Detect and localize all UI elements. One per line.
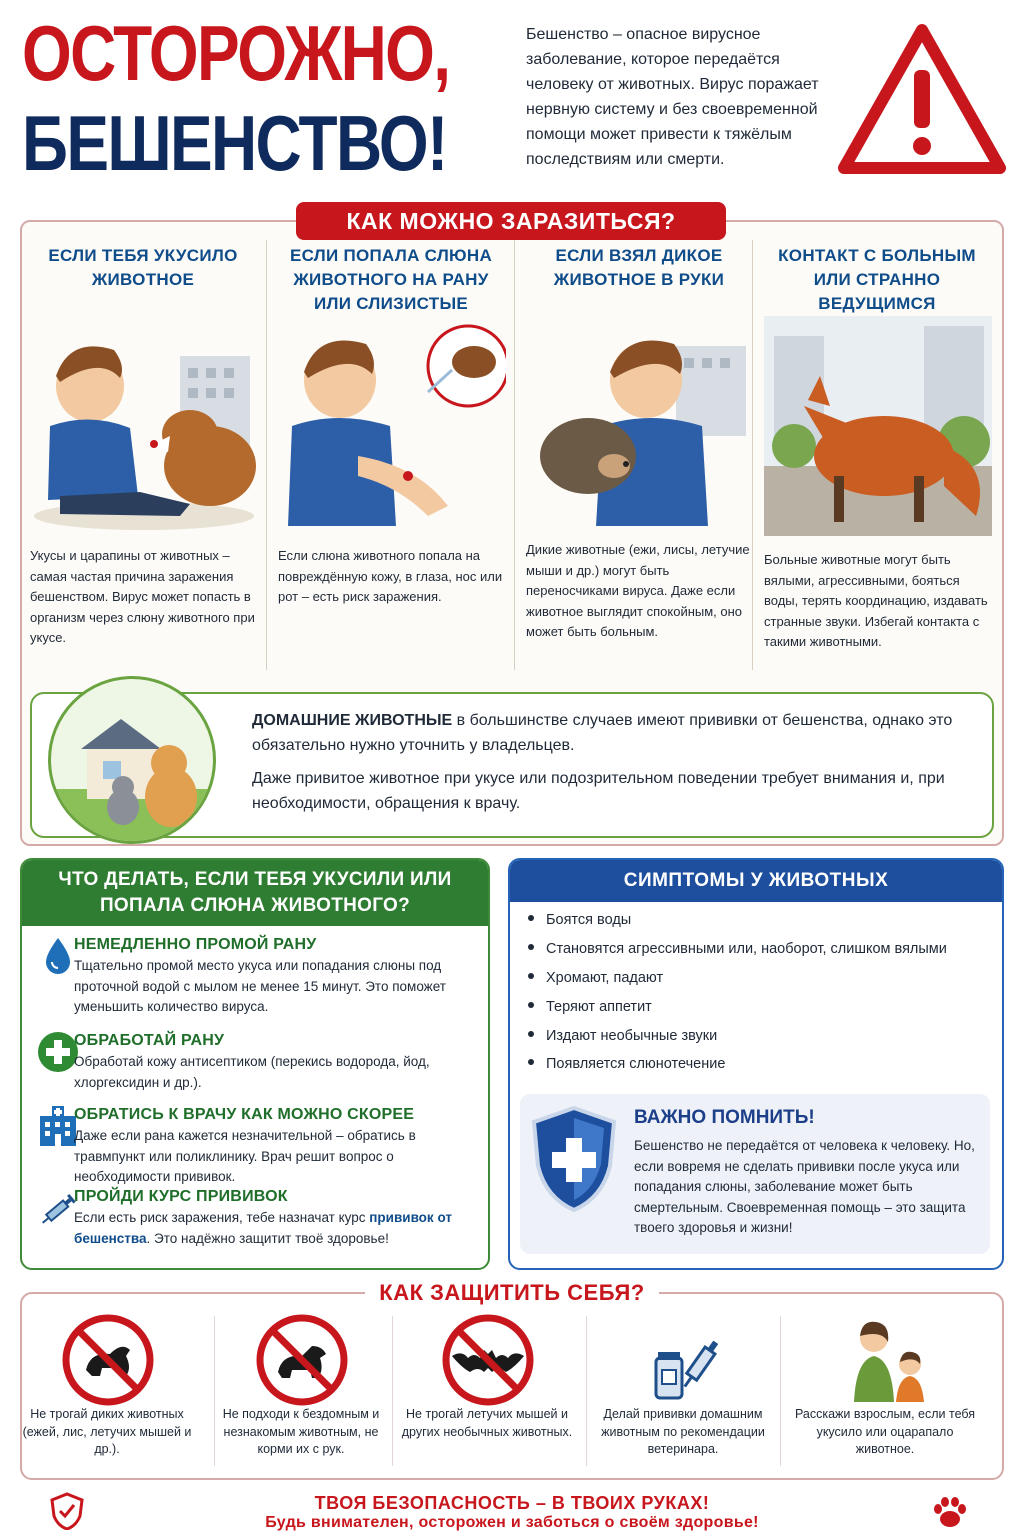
footer-line-2: Будь внимателен, осторожен и заботься о своём здоровье! (265, 1514, 759, 1531)
boy-holding-hedgehog-illustration (526, 316, 754, 536)
paw-print-icon (930, 1494, 970, 1530)
important-text: Бешенство не передаётся от человека к человеку. Но, если вовремя не сделать прививки после укуса или попадания слюны, заболевание может быть смертельным. Своевременная помощь – это защита твоего здоровья и жизни! (634, 1138, 975, 1235)
card-text: Если слюна животного попала на повреждённую кожу, в глаза, нос или рот – есть риск заражения. (278, 548, 503, 604)
title-line-2: БЕШЕНСТВО! (22, 99, 447, 187)
saliva-on-wound-illustration (278, 316, 506, 536)
symptom-item: Хромают, падают (528, 970, 988, 986)
vaccine-link[interactable]: прививок от бешенства (74, 1210, 452, 1246)
protect-item-bats (392, 1304, 582, 1476)
step-text-post: . Это надёжно защитит твоё здоровье! (146, 1230, 389, 1246)
step-text-pre: Если есть риск заражения, тебе назначат курс (74, 1210, 370, 1225)
infection-title: КАК МОЖНО ЗАРАЗИТЬСЯ? (296, 202, 726, 240)
shield-icon (530, 1104, 618, 1214)
sick-fox-illustration (764, 316, 992, 536)
card-text: Больные животные могут быть вялыми, агрессивными, бояться воды, терять координацию, издавать странные звуки. Избегай контакта с такими животными. (764, 552, 988, 649)
title-line-1: ОСТОРОЖНО, (22, 9, 450, 97)
pets-bold: ДОМАШНИЕ ЖИВОТНЫЕ (252, 712, 453, 729)
protect-item-wild (12, 1304, 202, 1476)
protect-text: Не подходи к бездомным и незнакомым животным, не корми их с рук. (222, 1407, 380, 1456)
symptom-item: Боятся воды (528, 912, 988, 928)
warning-triangle-icon (836, 20, 1008, 178)
pets-text-1-rest: в большинстве случаев имеют прививки от бешенства, однако это обязательно нужно уточнить у владельцев. (252, 712, 953, 754)
no-stray-dogs-icon (254, 1312, 350, 1408)
no-bats-icon (440, 1312, 536, 1408)
symptom-item: Становятся агрессивными или, наоборот, слишком вялыми (528, 941, 988, 957)
vaccine-icon (636, 1312, 732, 1408)
step-text (74, 1208, 464, 1249)
symptom-item: Появляется слюнотечение (528, 1056, 988, 1072)
symptoms-title: СИМПТОМЫ У ЖИВОТНЫХ (510, 860, 1002, 902)
step-heading: ОБРАБОТАЙ РАНУ (74, 1032, 225, 1049)
infection-card-sick-animal (754, 236, 1000, 668)
step-text: Обработай кожу антисептиком (перекись водорода, йод, хлоргексидин и др.). (74, 1054, 430, 1090)
symptom-item: Теряют аппетит (528, 999, 988, 1015)
step-text: Даже если рана кажется незначительной – обратись в травмпункт или поликлинику. Врач решит вопрос о необходимости прививок. (74, 1128, 416, 1184)
infection-card-wild (516, 236, 762, 668)
card-text: Укусы и царапины от животных – самая частая причина заражения бешенством. Вирус может попасть в организм через слюну животного при укусе. (30, 548, 255, 645)
footer-line-1: ТВОЯ БЕЗОПАСНОСТЬ – В ТВОИХ РУКАХ! (314, 1493, 710, 1513)
card-text: Дикие животные (ежи, лисы, летучие мыши и др.) могут быть переносчиками вируса. Даже если животное выглядит спокойным, оно может быть больным. (526, 542, 750, 639)
step-heading: НЕМЕДЛЕННО ПРОМОЙ РАНУ (74, 936, 317, 953)
intro-text: Бешенство – опасное вирусное заболевание, которое передаётся человеку от животных. Вирус поражает нервную систему и без своевременной помощи может привести к тяжёлым последствиям или смерти. (526, 26, 819, 168)
step-treat (74, 1030, 464, 1093)
pets-text-1 (252, 708, 982, 758)
pets-text-2: Даже привитое животное при укусе или подозрительном поведении требует внимания и, при необходимости, обращения к врачу. (252, 770, 945, 812)
protect-item-tell-adult (790, 1304, 980, 1476)
infection-card-bite (20, 236, 266, 668)
card-heading: КОНТАКТ С БОЛЬНЫМ ИЛИ СТРАННО ВЕДУЩИМСЯ (778, 246, 976, 313)
step-heading: ОБРАТИСЬ К ВРАЧУ КАК МОЖНО СКОРЕЕ (74, 1106, 415, 1123)
house-cat-dog-illustration (48, 676, 216, 844)
step-doctor (74, 1104, 464, 1188)
protect-text: Не трогай диких животных (ежей, лис, летучих мышей и др.). (22, 1407, 192, 1456)
step-vaccine (74, 1186, 464, 1249)
step-text: Тщательно промой место укуса или попадания слюны под проточной водой с мылом не менее 15 минут. Это поможет уменьшить количество вируса. (74, 958, 446, 1014)
no-wild-animals-icon (60, 1312, 156, 1408)
protect-text: Не трогай летучих мышей и других необычных животных. (401, 1407, 573, 1439)
step-heading: ПРОЙДИ КУРС ПРИВИВОК (74, 1188, 288, 1205)
protect-title: КАК ЗАЩИТИТЬ СЕБЯ? (0, 1280, 1024, 1306)
card-heading: ЕСЛИ ТЕБЯ УКУСИЛО ЖИВОТНОЕ (48, 246, 238, 289)
protect-item-vaccine (588, 1304, 778, 1476)
card-heading: ЕСЛИ ПОПАЛА СЛЮНА ЖИВОТНОГО НА РАНУ ИЛИ СЛИЗИСТЫЕ (289, 246, 493, 313)
infection-card-saliva (268, 236, 514, 668)
important-title: ВАЖНО ПОМНИТЬ! (634, 1107, 815, 1128)
actions-title: ЧТО ДЕЛАТЬ, ЕСЛИ ТЕБЯ УКУСИЛИ ИЛИ ПОПАЛА СЛЮНА ЖИВОТНОГО? (22, 860, 488, 926)
boy-bitten-by-dog-illustration (30, 316, 258, 536)
protect-text: Делай прививки домашним животным по рекомендации ветеринара. (601, 1407, 765, 1456)
protect-text: Расскажи взрослым, если тебя укусило или оцарапало животное. (794, 1407, 976, 1456)
card-heading: ЕСЛИ ВЗЯЛ ДИКОЕ ЖИВОТНОЕ В РУКИ (553, 246, 725, 289)
protect-item-stray (206, 1304, 396, 1476)
step-wash (74, 934, 464, 1018)
symptom-item: Издают необычные звуки (528, 1028, 988, 1044)
tell-adult-icon (838, 1312, 934, 1408)
